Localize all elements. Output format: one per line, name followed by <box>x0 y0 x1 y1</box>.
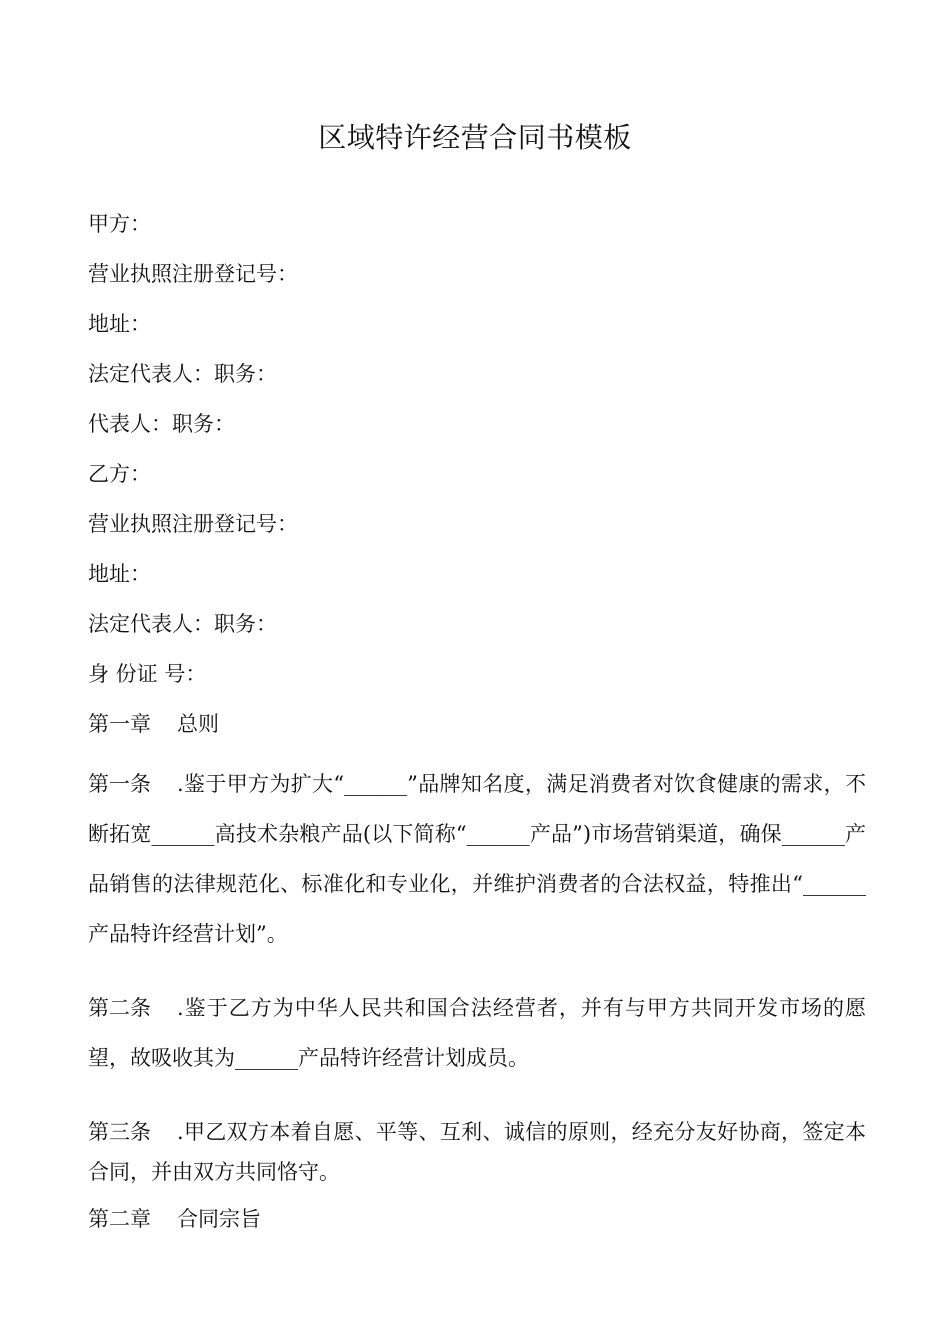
article-3 <box>88 1112 866 1192</box>
party-b-label: 乙方： <box>88 462 151 486</box>
chapter-2-title: 合同宗旨 <box>177 1207 261 1231</box>
document-title: 区域特许经营合同书模板 <box>318 121 632 154</box>
article-3-text: .甲乙双方本着自愿、平等、互利、诚信的原则，经充分友好协商，签定本合同，并由双方共同恪守。 <box>88 1120 866 1184</box>
party-b-license: 营业执照注册登记号： <box>88 512 298 536</box>
chapter-1-number: 第一章 <box>88 712 151 736</box>
party-a-address: 地址： <box>88 312 151 336</box>
chapter-1-title: 总则 <box>177 712 219 736</box>
party-a-legal-rep: 法定代表人：职务： <box>88 362 277 386</box>
article-1 <box>88 759 866 959</box>
party-a-representative: 代表人：职务： <box>88 412 235 436</box>
article-3-number: 第三条 <box>88 1120 151 1144</box>
article-2-number: 第二条 <box>88 996 151 1020</box>
article-1-text: .鉴于甲方为扩大“______”品牌知名度，满足消费者对饮食健康的需求，不断拓宽______高技术杂粮产品(以下简称“______产品”)市场营销渠道，确保______产品销售的法律规范化、标准化和专业化，并维护消费者的合法权益，特推出“______产品特许经营计划”。 <box>88 772 866 946</box>
article-1-number: 第一条 <box>88 772 151 796</box>
chapter-2-heading <box>88 1204 261 1234</box>
chapter-2-number: 第二章 <box>88 1207 151 1231</box>
party-a-license: 营业执照注册登记号： <box>88 262 298 286</box>
chapter-1-heading <box>88 709 219 739</box>
article-2-text: .鉴于乙方为中华人民共和国合法经营者，并有与甲方共同开发市场的愿望，故吸收其为______产品特许经营计划成员。 <box>88 996 866 1070</box>
party-b-address: 地址： <box>88 562 151 586</box>
party-b-legal-rep: 法定代表人：职务： <box>88 612 277 636</box>
party-b-id-number: 身 份证 号： <box>88 662 207 686</box>
party-a-label: 甲方： <box>88 212 151 236</box>
article-2 <box>88 983 866 1083</box>
